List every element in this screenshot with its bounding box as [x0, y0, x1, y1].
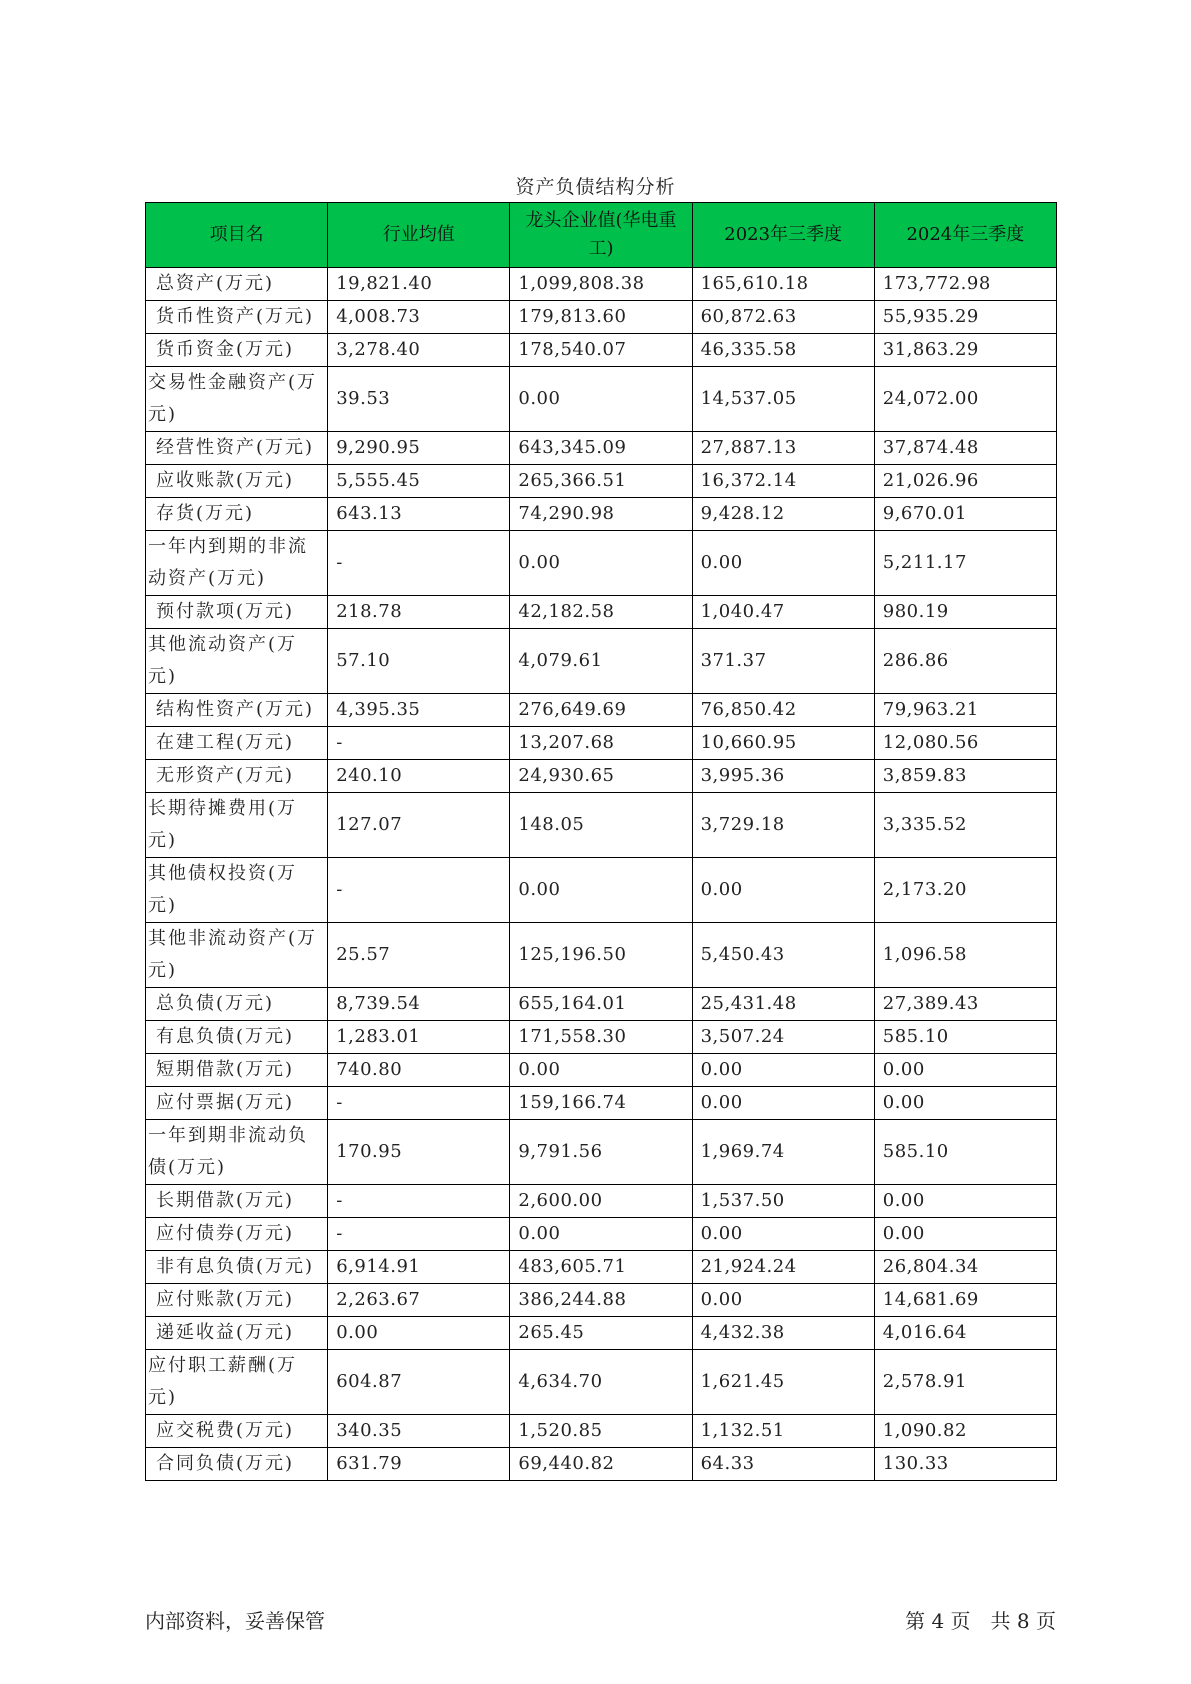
row-label: 其他债权投资(万元)	[146, 858, 328, 923]
row-value: 1,096.58	[874, 923, 1056, 988]
row-value: 31,863.29	[874, 334, 1056, 367]
row-value: 76,850.42	[692, 694, 874, 727]
row-value: 286.86	[874, 629, 1056, 694]
row-value: 6,914.91	[328, 1251, 510, 1284]
row-value: 171,558.30	[510, 1021, 692, 1054]
row-value: 1,040.47	[692, 596, 874, 629]
table-row	[146, 1415, 1057, 1448]
row-value: 4,634.70	[510, 1350, 692, 1415]
row-value: 585.10	[874, 1021, 1056, 1054]
table-row	[146, 1448, 1057, 1481]
row-value: 173,772.98	[874, 268, 1056, 301]
row-label: 总负债(万元)	[146, 988, 328, 1021]
row-value: 655,164.01	[510, 988, 692, 1021]
table-row	[146, 465, 1057, 498]
row-label: 交易性金融资产(万元)	[146, 367, 328, 432]
row-value: 165,610.18	[692, 268, 874, 301]
row-value: 27,887.13	[692, 432, 874, 465]
row-value: 0.00	[692, 531, 874, 596]
table-caption: 资产负债结构分析	[515, 176, 676, 198]
row-label: 应交税费(万元)	[146, 1415, 328, 1448]
row-value: 9,791.56	[510, 1120, 692, 1185]
row-label: 预付款项(万元)	[146, 596, 328, 629]
header-industry-avg: 行业均值	[328, 203, 510, 268]
row-value: 0.00	[874, 1218, 1056, 1251]
row-value: 2,263.67	[328, 1284, 510, 1317]
row-value: 265,366.51	[510, 465, 692, 498]
row-value: 585.10	[874, 1120, 1056, 1185]
row-value: 1,969.74	[692, 1120, 874, 1185]
row-value: 9,428.12	[692, 498, 874, 531]
row-value: 1,090.82	[874, 1415, 1056, 1448]
row-value: 46,335.58	[692, 334, 874, 367]
row-value: 74,290.98	[510, 498, 692, 531]
row-label: 合同负债(万元)	[146, 1448, 328, 1481]
row-value: 170.95	[328, 1120, 510, 1185]
row-label: 非有息负债(万元)	[146, 1251, 328, 1284]
row-label: 其他非流动资产(万元)	[146, 923, 328, 988]
row-label: 经营性资产(万元)	[146, 432, 328, 465]
row-value: 0.00	[874, 1054, 1056, 1087]
table-body	[146, 268, 1057, 1481]
row-value: 1,132.51	[692, 1415, 874, 1448]
row-label: 应付债券(万元)	[146, 1218, 328, 1251]
row-value: 218.78	[328, 596, 510, 629]
row-value: 25,431.48	[692, 988, 874, 1021]
row-value: 1,283.01	[328, 1021, 510, 1054]
row-value: 0.00	[692, 858, 874, 923]
table-row	[146, 1284, 1057, 1317]
row-label: 其他流动资产(万元)	[146, 629, 328, 694]
row-value: 37,874.48	[874, 432, 1056, 465]
row-value: 14,681.69	[874, 1284, 1056, 1317]
row-value: 179,813.60	[510, 301, 692, 334]
row-value: 0.00	[692, 1218, 874, 1251]
table-row	[146, 1087, 1057, 1120]
row-value: 2,578.91	[874, 1350, 1056, 1415]
row-label: 货币性资产(万元)	[146, 301, 328, 334]
row-value: 631.79	[328, 1448, 510, 1481]
row-label: 长期待摊费用(万元)	[146, 793, 328, 858]
row-value: 386,244.88	[510, 1284, 692, 1317]
row-label: 应付票据(万元)	[146, 1087, 328, 1120]
header-2023-q3: 2023年三季度	[692, 203, 874, 268]
table-row	[146, 1054, 1057, 1087]
row-value: 4,432.38	[692, 1317, 874, 1350]
row-value: 740.80	[328, 1054, 510, 1087]
table-row	[146, 988, 1057, 1021]
row-value: 1,621.45	[692, 1350, 874, 1415]
row-value: 0.00	[874, 1087, 1056, 1120]
table-row	[146, 1021, 1057, 1054]
row-value: 0.00	[874, 1185, 1056, 1218]
footer-page-number: 第 4 页 共 8 页	[905, 1609, 1056, 1633]
row-value: 9,290.95	[328, 432, 510, 465]
row-value: 21,924.24	[692, 1251, 874, 1284]
table-row	[146, 1350, 1057, 1415]
table-row	[146, 301, 1057, 334]
table-row	[146, 1218, 1057, 1251]
row-value: 130.33	[874, 1448, 1056, 1481]
row-value: 3,335.52	[874, 793, 1056, 858]
row-value: 604.87	[328, 1350, 510, 1415]
row-value: 2,173.20	[874, 858, 1056, 923]
row-label: 短期借款(万元)	[146, 1054, 328, 1087]
row-value: 0.00	[328, 1317, 510, 1350]
row-value: -	[328, 531, 510, 596]
table-row	[146, 727, 1057, 760]
balance-sheet-table	[145, 202, 1057, 1481]
row-label: 递延收益(万元)	[146, 1317, 328, 1350]
table-row	[146, 1251, 1057, 1284]
row-label: 应付账款(万元)	[146, 1284, 328, 1317]
table-row	[146, 268, 1057, 301]
row-value: 25.57	[328, 923, 510, 988]
table-row	[146, 596, 1057, 629]
row-value: 0.00	[510, 367, 692, 432]
row-value: 5,450.43	[692, 923, 874, 988]
table-header-row	[146, 203, 1057, 268]
row-value: 55,935.29	[874, 301, 1056, 334]
row-value: 483,605.71	[510, 1251, 692, 1284]
table-row	[146, 432, 1057, 465]
row-label: 结构性资产(万元)	[146, 694, 328, 727]
row-value: 148.05	[510, 793, 692, 858]
table-row	[146, 629, 1057, 694]
row-label: 无形资产(万元)	[146, 760, 328, 793]
header-leader-value: 龙头企业值(华电重工)	[510, 203, 692, 268]
row-value: 24,072.00	[874, 367, 1056, 432]
row-label: 总资产(万元)	[146, 268, 328, 301]
table-row	[146, 760, 1057, 793]
row-value: 2,600.00	[510, 1185, 692, 1218]
row-value: 14,537.05	[692, 367, 874, 432]
row-value: 3,729.18	[692, 793, 874, 858]
row-value: 0.00	[510, 1054, 692, 1087]
row-label: 在建工程(万元)	[146, 727, 328, 760]
row-value: 60,872.63	[692, 301, 874, 334]
row-value: 276,649.69	[510, 694, 692, 727]
row-label: 一年内到期的非流动资产(万元)	[146, 531, 328, 596]
header-2024-q3: 2024年三季度	[874, 203, 1056, 268]
table-row	[146, 923, 1057, 988]
row-value: 1,537.50	[692, 1185, 874, 1218]
row-value: 3,995.36	[692, 760, 874, 793]
row-value: 21,026.96	[874, 465, 1056, 498]
row-value: 64.33	[692, 1448, 874, 1481]
row-value: -	[328, 1218, 510, 1251]
row-value: -	[328, 1087, 510, 1120]
row-value: 127.07	[328, 793, 510, 858]
row-value: 69,440.82	[510, 1448, 692, 1481]
footer-confidential-note: 内部资料，妥善保管	[145, 1609, 325, 1633]
row-value: 1,520.85	[510, 1415, 692, 1448]
table-row	[146, 498, 1057, 531]
row-value: 643,345.09	[510, 432, 692, 465]
row-value: 0.00	[510, 531, 692, 596]
row-value: -	[328, 1185, 510, 1218]
row-value: 39.53	[328, 367, 510, 432]
row-value: 1,099,808.38	[510, 268, 692, 301]
row-value: 4,016.64	[874, 1317, 1056, 1350]
row-label: 长期借款(万元)	[146, 1185, 328, 1218]
row-value: 178,540.07	[510, 334, 692, 367]
row-value: 3,278.40	[328, 334, 510, 367]
row-value: 4,395.35	[328, 694, 510, 727]
row-value: 0.00	[692, 1087, 874, 1120]
row-value: 26,804.34	[874, 1251, 1056, 1284]
row-value: 0.00	[692, 1284, 874, 1317]
row-value: 57.10	[328, 629, 510, 694]
row-value: 12,080.56	[874, 727, 1056, 760]
row-value: 9,670.01	[874, 498, 1056, 531]
row-value: -	[328, 858, 510, 923]
row-value: 125,196.50	[510, 923, 692, 988]
row-value: 24,930.65	[510, 760, 692, 793]
table-row	[146, 531, 1057, 596]
row-value: -	[328, 727, 510, 760]
row-value: 8,739.54	[328, 988, 510, 1021]
row-value: 0.00	[692, 1054, 874, 1087]
table-row	[146, 367, 1057, 432]
row-value: 0.00	[510, 1218, 692, 1251]
row-label: 货币资金(万元)	[146, 334, 328, 367]
row-label: 存货(万元)	[146, 498, 328, 531]
row-value: 265.45	[510, 1317, 692, 1350]
row-value: 159,166.74	[510, 1087, 692, 1120]
row-label: 应付职工薪酬(万元)	[146, 1350, 328, 1415]
row-value: 19,821.40	[328, 268, 510, 301]
table-row	[146, 793, 1057, 858]
table-row	[146, 334, 1057, 367]
row-value: 240.10	[328, 760, 510, 793]
row-value: 13,207.68	[510, 727, 692, 760]
row-value: 5,211.17	[874, 531, 1056, 596]
row-label: 应收账款(万元)	[146, 465, 328, 498]
row-value: 340.35	[328, 1415, 510, 1448]
table-row	[146, 1120, 1057, 1185]
row-label: 有息负债(万元)	[146, 1021, 328, 1054]
table-row	[146, 694, 1057, 727]
table-row	[146, 858, 1057, 923]
row-value: 27,389.43	[874, 988, 1056, 1021]
row-value: 3,859.83	[874, 760, 1056, 793]
row-value: 16,372.14	[692, 465, 874, 498]
row-value: 10,660.95	[692, 727, 874, 760]
row-value: 980.19	[874, 596, 1056, 629]
row-value: 3,507.24	[692, 1021, 874, 1054]
table-row	[146, 1185, 1057, 1218]
row-value: 79,963.21	[874, 694, 1056, 727]
row-value: 0.00	[510, 858, 692, 923]
row-value: 4,008.73	[328, 301, 510, 334]
table-row	[146, 1317, 1057, 1350]
row-label: 一年到期非流动负债(万元)	[146, 1120, 328, 1185]
row-value: 4,079.61	[510, 629, 692, 694]
row-value: 371.37	[692, 629, 874, 694]
header-item-name: 项目名	[146, 203, 328, 268]
row-value: 5,555.45	[328, 465, 510, 498]
row-value: 42,182.58	[510, 596, 692, 629]
row-value: 643.13	[328, 498, 510, 531]
